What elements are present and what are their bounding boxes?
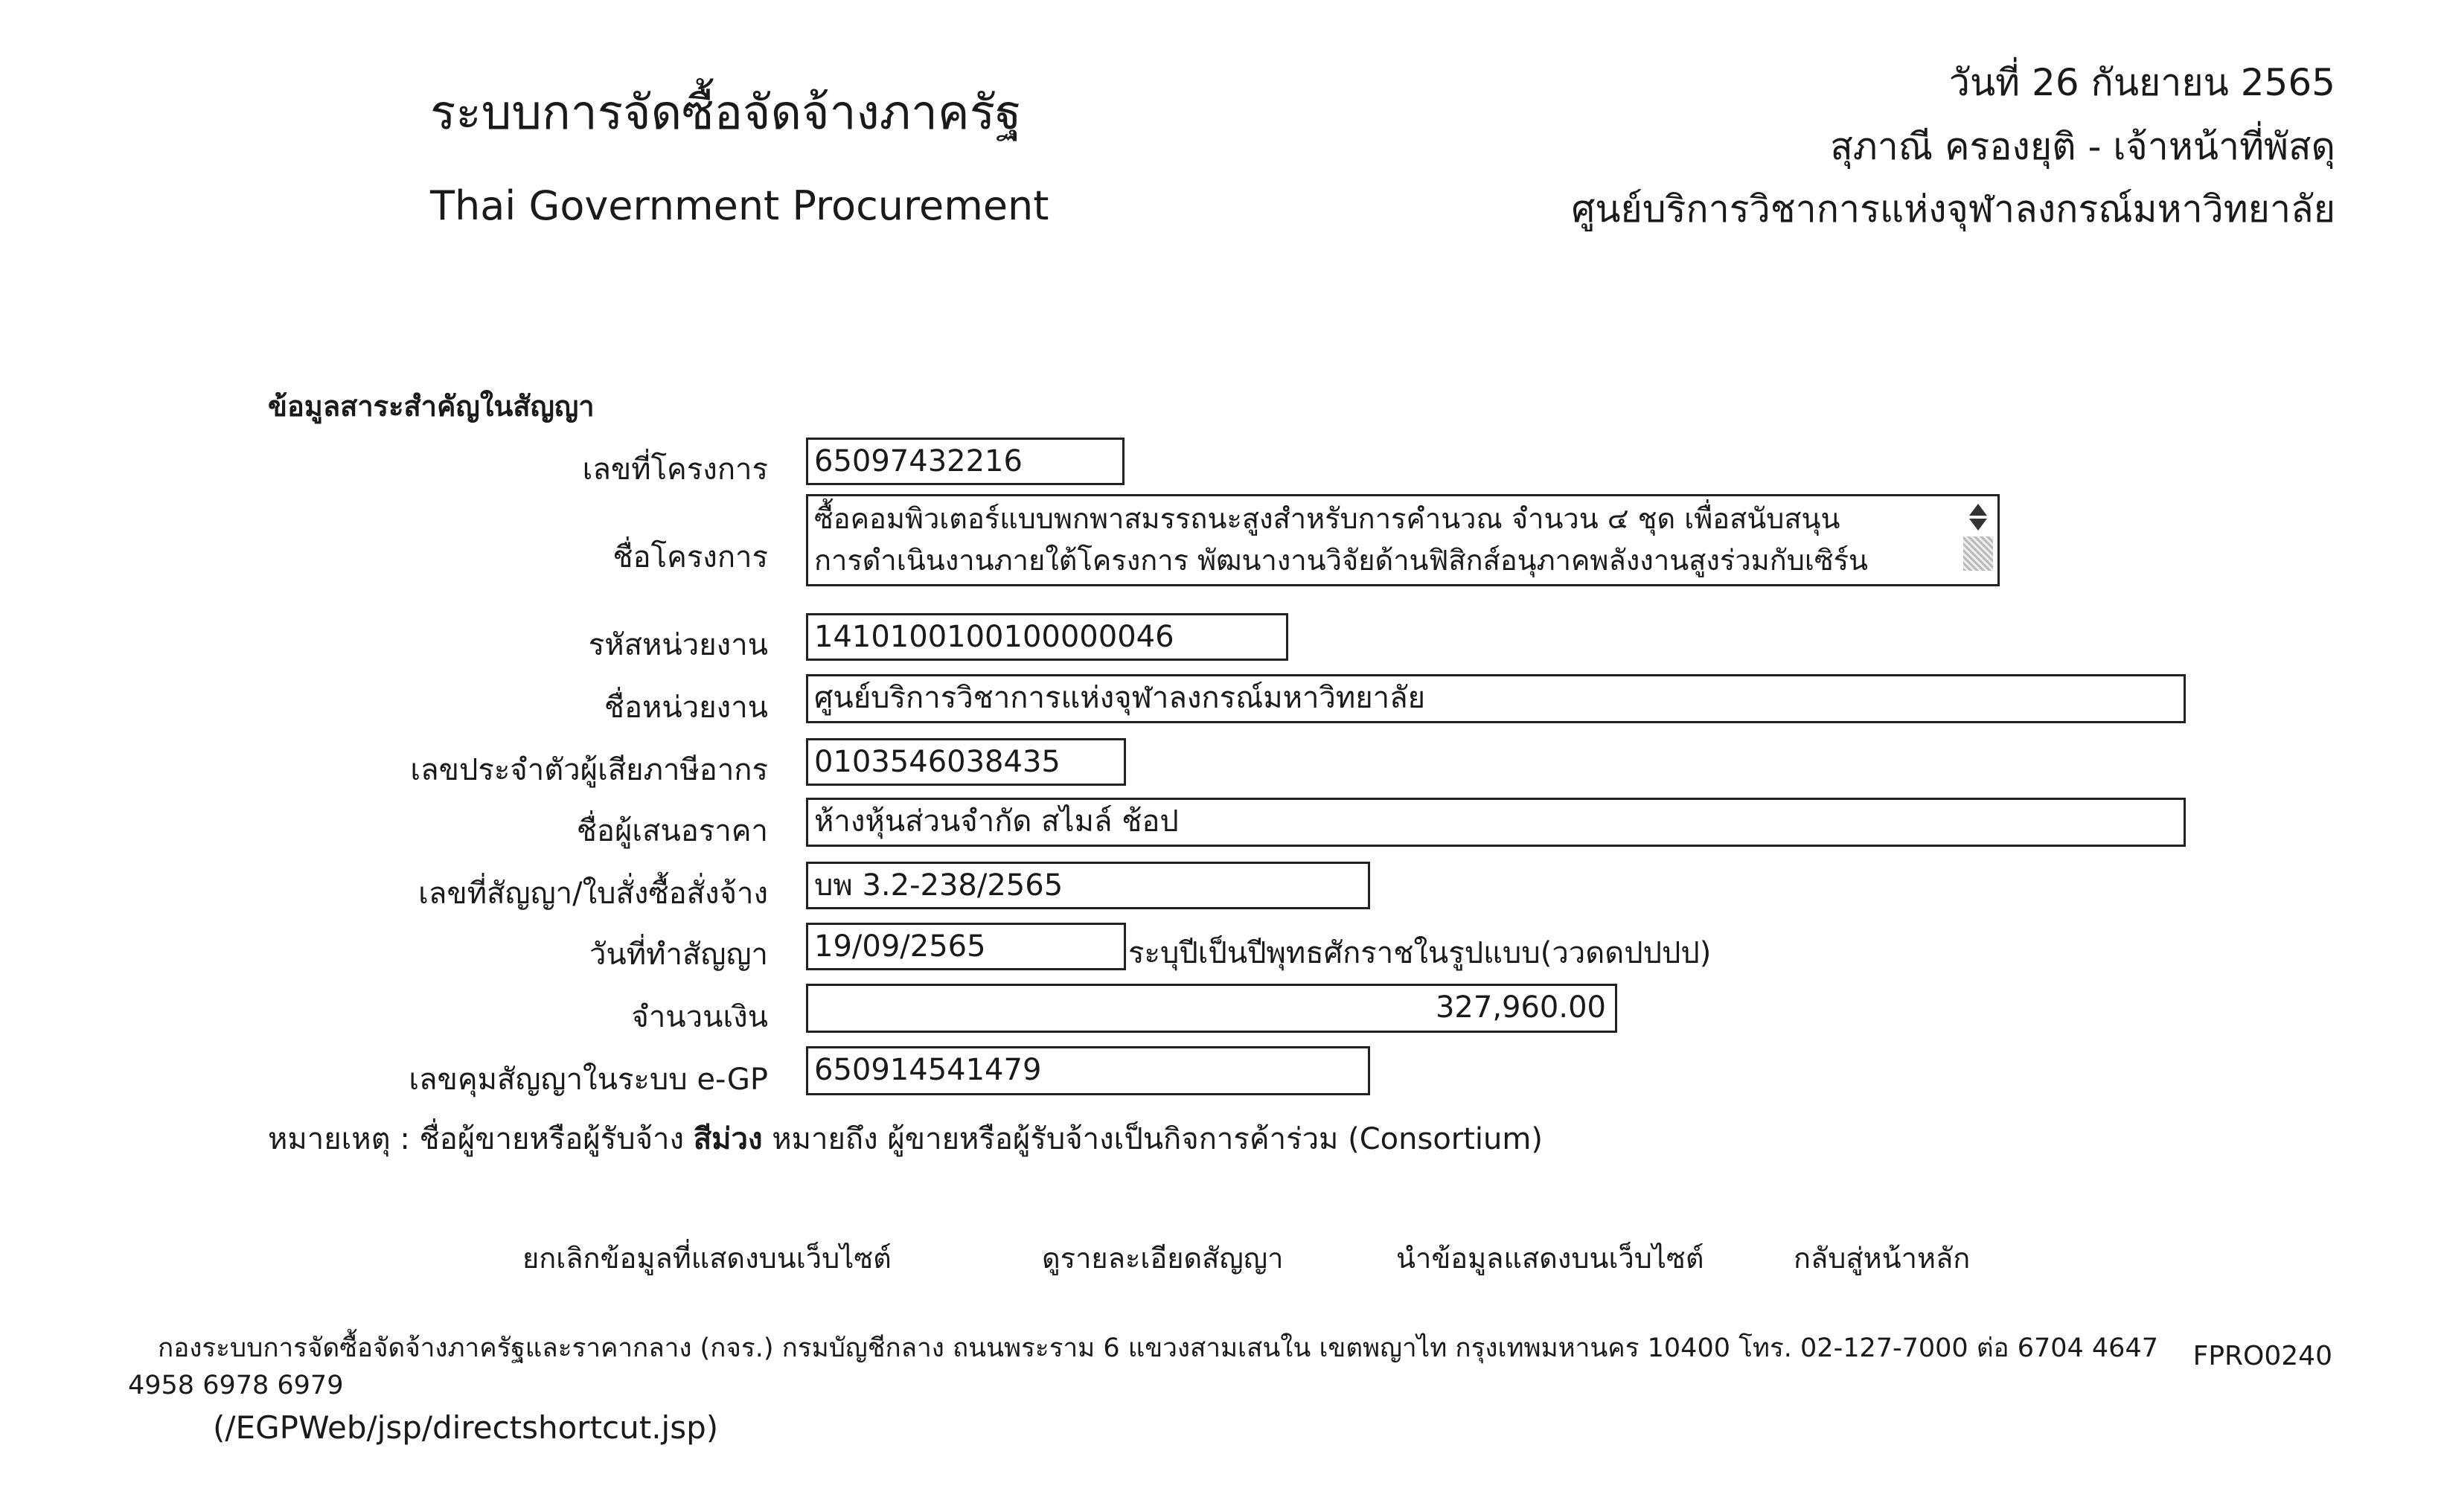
print-date: วันที่ 26 กันยายน 2565 xyxy=(1948,61,2335,104)
project-no-field[interactable]: 65097432216 xyxy=(806,438,1125,485)
contract-date-field[interactable]: 19/09/2565 xyxy=(806,923,1126,970)
system-title-en: Thai Government Procurement xyxy=(430,182,1049,229)
scroll-down-icon[interactable] xyxy=(1969,519,1987,531)
footer-url: (/EGPWeb/jsp/directshortcut.jsp) xyxy=(213,1409,719,1446)
tax-id-field[interactable]: 0103546038435 xyxy=(806,738,1126,786)
bidder-name-label: ชื่อผู้เสนอราคา xyxy=(576,814,768,848)
scroll-up-icon[interactable] xyxy=(1969,504,1987,516)
officer-name: สุภาณี ครองยุติ - เจ้าหน้าที่พัสดุ xyxy=(1830,125,2335,168)
egp-no-field[interactable]: 650914541479 xyxy=(806,1046,1370,1095)
agency-code-field[interactable]: 1410100100100000046 xyxy=(806,613,1288,661)
cancel-publish-link[interactable]: ยกเลิกข้อมูลที่แสดงบนเว็บไซต์ xyxy=(522,1242,892,1275)
agency-code-label: รหัสหน่วยงาน xyxy=(588,628,768,662)
system-title-th: ระบบการจัดซื้อจัดจ้างภาครัฐ xyxy=(430,86,1022,141)
section-title: ข้อมูลสาระสำคัญในสัญญา xyxy=(268,390,595,423)
contract-no-label: เลขที่สัญญา/ใบสั่งซื้อสั่งจ้าง xyxy=(418,877,768,911)
project-name-textarea[interactable] xyxy=(806,494,2000,586)
note-suffix: หมายถึง ผู้ขายหรือผู้รับจ้างเป็นกิจการค้าร่วม (Consortium) xyxy=(762,1122,1543,1156)
agency-name-label: ชื่อหน่วยงาน xyxy=(604,691,768,725)
view-contract-link[interactable]: ดูรายละเอียดสัญญา xyxy=(1042,1242,1284,1275)
textarea-scrollbar[interactable] xyxy=(1963,501,1993,583)
contract-date-label: วันที่ทำสัญญา xyxy=(589,938,768,972)
contract-no-field[interactable]: บพ 3.2-238/2565 xyxy=(806,862,1370,909)
organization-name: ศูนย์บริการวิชาการแห่งจุฬาลงกรณ์มหาวิทยาลัย xyxy=(1571,188,2335,231)
project-no-label: เลขที่โครงการ xyxy=(582,452,768,487)
note-color-word: สีม่วง xyxy=(693,1122,763,1156)
amount-label: จำนวนเงิน xyxy=(631,1000,768,1034)
project-name-label: ชื่อโครงการ xyxy=(612,540,768,574)
publish-link[interactable]: นำข้อมูลแสดงบนเว็บไซต์ xyxy=(1396,1242,1704,1275)
amount-field[interactable]: 327,960.00 xyxy=(806,984,1617,1033)
project-name-line-1: ซื้อคอมพิวเตอร์แบบพกพาสมรรถนะสูงสำหรับการคำนวณ จำนวน ๔ ชุด เพื่อสนับสนุน xyxy=(814,502,1840,535)
consortium-note xyxy=(268,1115,1543,1162)
contract-date-hint: ระบุปีเป็นปีพุทธศักราชในรูปแบบ(ววดดปปปป) xyxy=(1128,936,1712,970)
bidder-name-field[interactable]: ห้างหุ้นส่วนจำกัด สไมล์ ช้อป xyxy=(806,798,2186,847)
tax-id-label: เลขประจำตัวผู้เสียภาษีอากร xyxy=(410,753,768,787)
egp-no-label: เลขคุมสัญญาในระบบ e-GP xyxy=(409,1063,768,1097)
back-home-link[interactable]: กลับสู่หน้าหลัก xyxy=(1794,1242,1971,1275)
scroll-thumb[interactable] xyxy=(1963,536,1993,571)
page-code: FPRO0240 xyxy=(2192,1341,2332,1371)
footer-address-line-2: 4958 6978 6979 xyxy=(128,1371,344,1400)
agency-name-field[interactable]: ศูนย์บริการวิชาการแห่งจุฬาลงกรณ์มหาวิทยาลัย xyxy=(806,674,2186,723)
project-name-line-2: การดำเนินงานภายใต้โครงการ พัฒนางานวิจัยด้านฟิสิกส์อนุภาคพลังงานสูงร่วมกับเซิร์น xyxy=(814,544,1869,577)
footer-address-line-1: กองระบบการจัดซื้อจัดจ้างภาครัฐและราคากลาง (กจร.) กรมบัญชีกลาง ถนนพระราม 6 แขวงสามเสนใน เขตพญาไท กรุงเทพมหานคร 10400 โทร. 02-127-7000 ต่อ 6704 4647 xyxy=(158,1333,2158,1363)
note-prefix: หมายเหตุ : ชื่อผู้ขายหรือผู้รับจ้าง xyxy=(268,1122,694,1156)
